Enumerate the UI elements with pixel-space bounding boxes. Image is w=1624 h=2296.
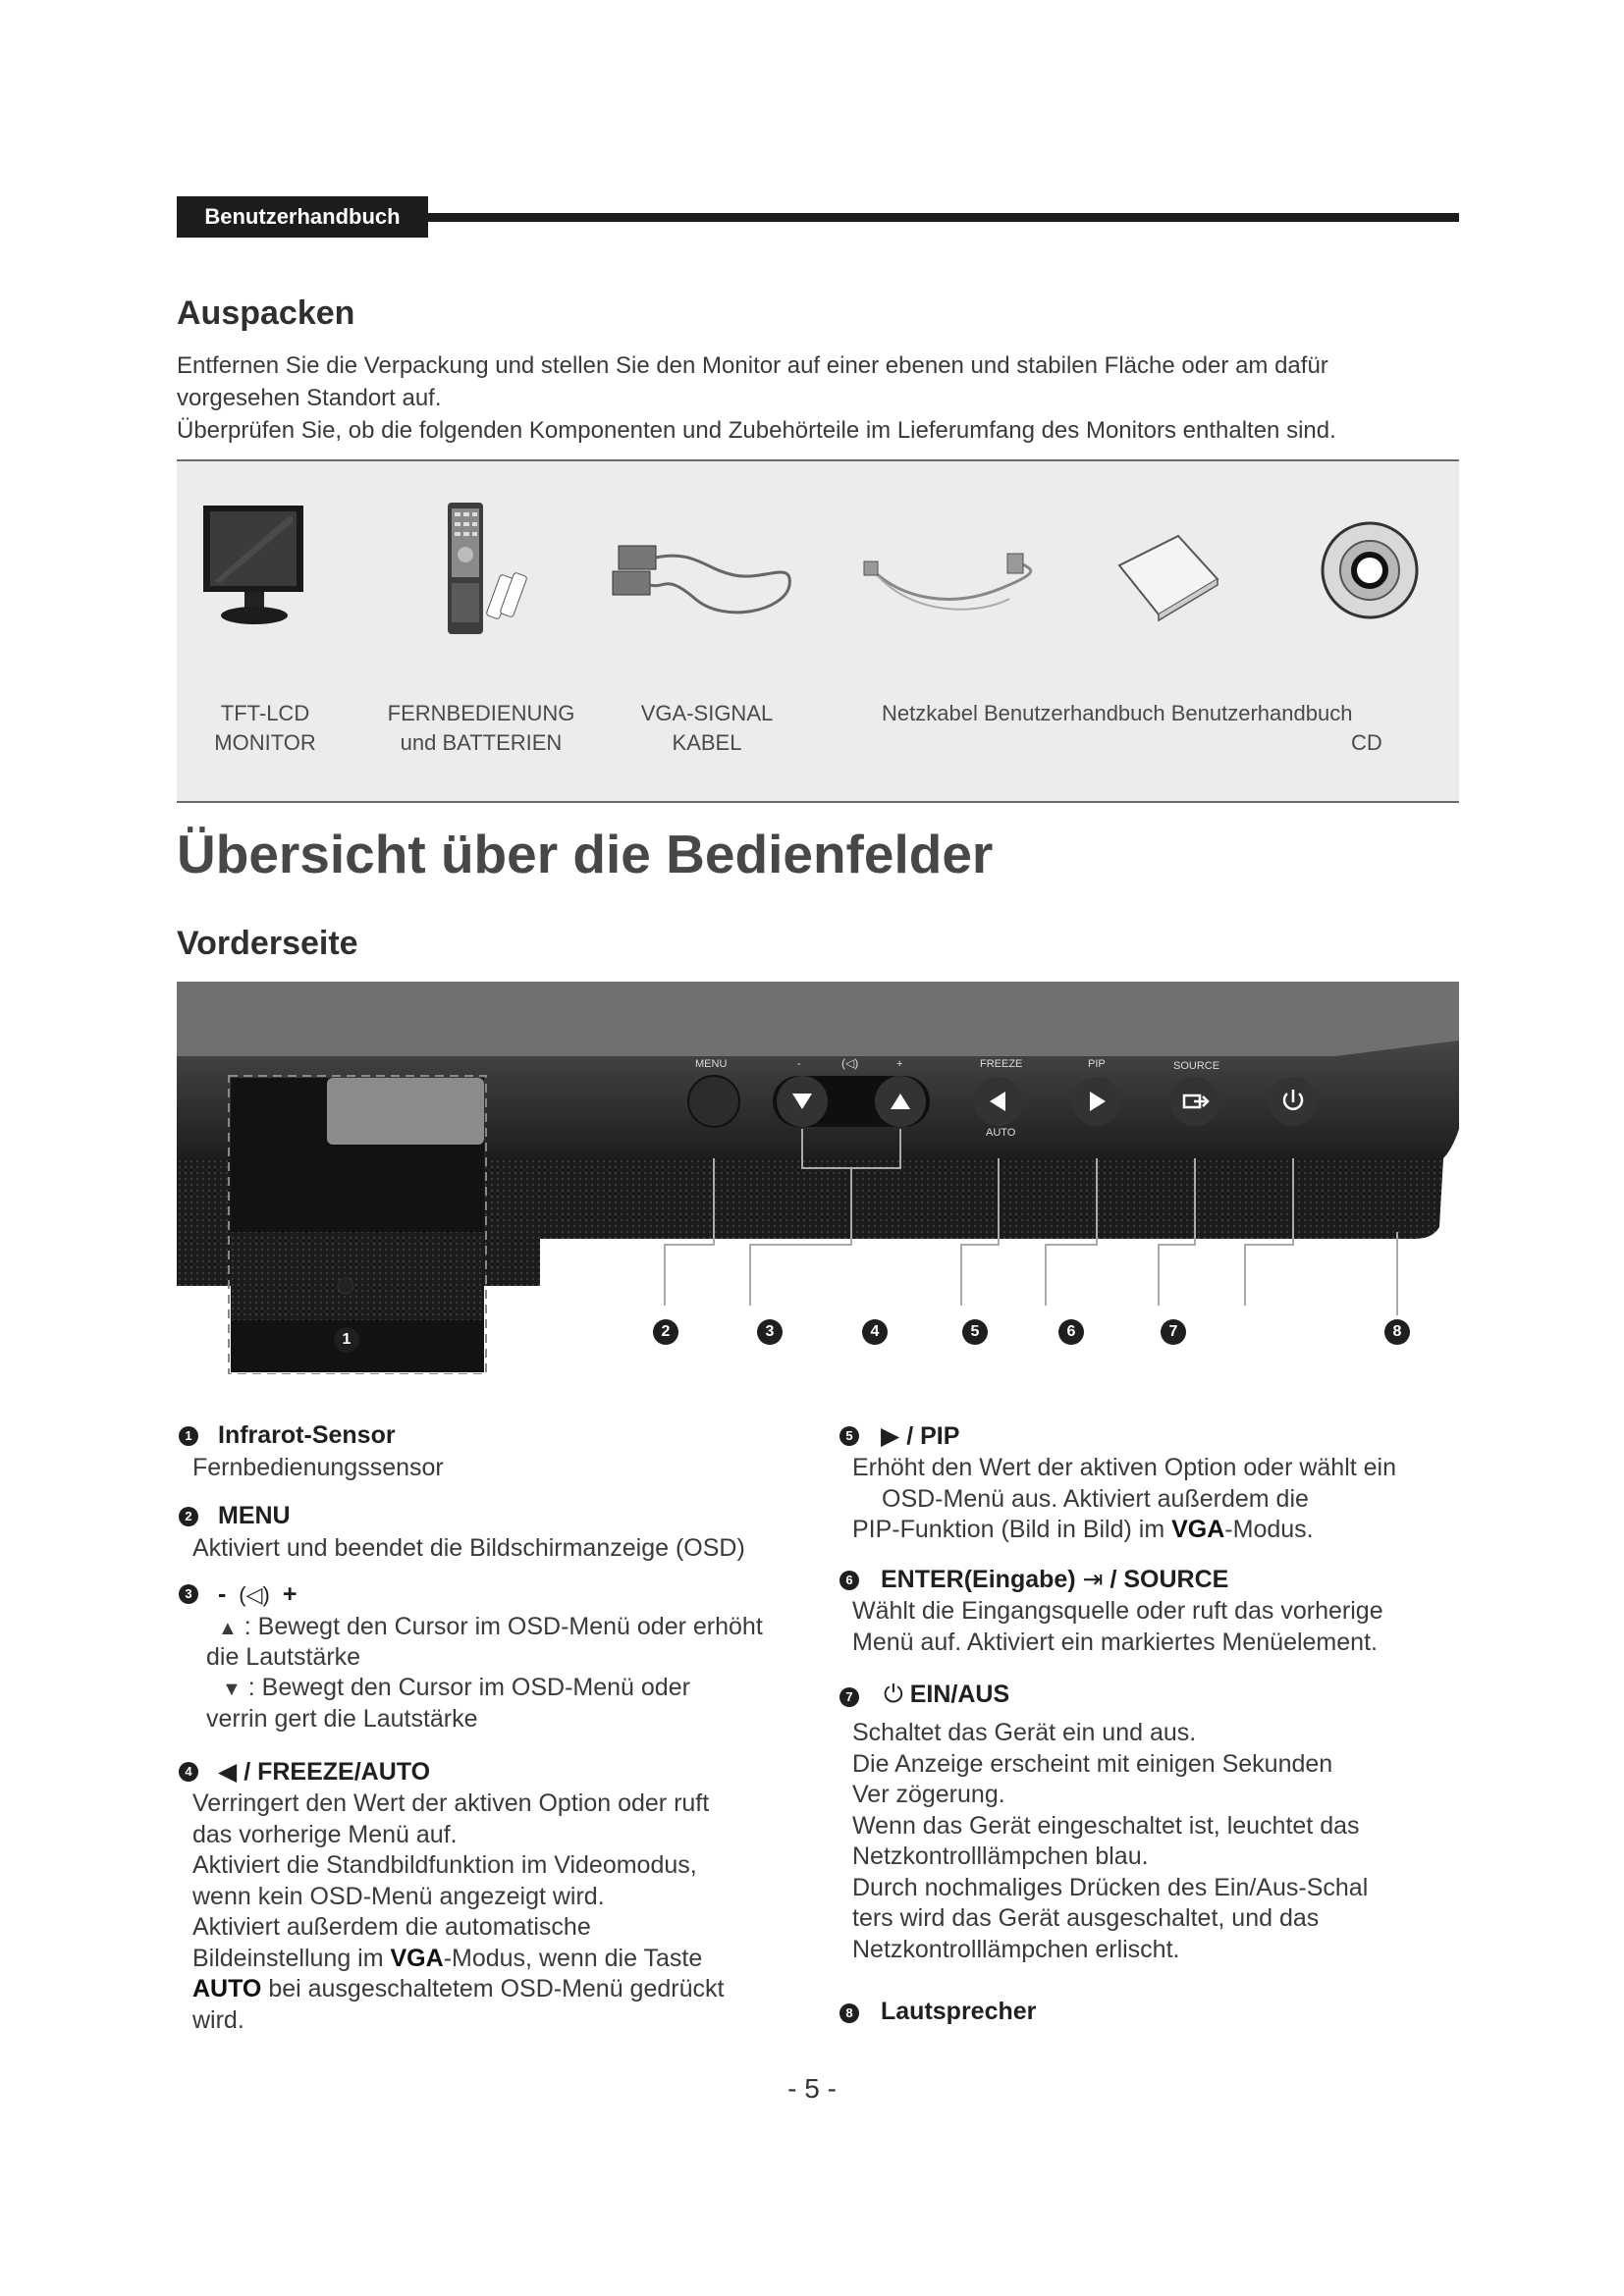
legend-bold: VGA	[390, 1944, 444, 1972]
remote-control-image	[428, 501, 536, 638]
overview-title: Übersicht über die Bedienfelder	[177, 824, 994, 884]
panel-label-source: SOURCE	[1173, 1060, 1220, 1072]
panel-label-minus: -	[797, 1058, 801, 1070]
front-subtitle: Vorderseite	[177, 925, 358, 962]
callout-8: 8	[1384, 1319, 1410, 1345]
legend-line: Verringert den Wert der aktiven Option oder ruft	[192, 1789, 710, 1817]
component-label-remote	[363, 699, 599, 758]
speaker-volume-icon: (◁)	[239, 1582, 270, 1607]
legend-text-5	[852, 1453, 1396, 1546]
legend-head-text: / SOURCE	[1110, 1566, 1229, 1593]
left-arrow-icon: ◀	[218, 1758, 238, 1786]
components-box	[177, 459, 1459, 803]
legend-num-3: 3	[179, 1584, 198, 1604]
unpack-line-3: Überprüfen Sie, ob die folgenden Komponenten und Zubehörteile im Lieferumfang des Monitors enthalten sind.	[177, 417, 1336, 444]
legend-fragment: Bildeinstellung im	[192, 1944, 391, 1972]
up-arrow-icon: ▲	[218, 1618, 238, 1639]
legend-head-8: Lautsprecher	[881, 1998, 1037, 2025]
minus-label: -	[218, 1580, 227, 1608]
legend-head-5	[881, 1421, 959, 1451]
legend-line: : Bewegt den Cursor im OSD-Menü oder erhöht	[244, 1613, 763, 1640]
legend-text-4	[192, 1789, 724, 2036]
legend-line: Erhöht den Wert der aktiven Option oder wählt ein	[852, 1454, 1397, 1481]
legend-line	[192, 1944, 724, 1975]
power-cable-image	[862, 540, 1039, 628]
legend-text-3-up2: die Lautstärke	[206, 1643, 361, 1671]
legend-line: Wählt die Eingangsquelle oder ruft das vorherige	[852, 1597, 1383, 1625]
legend-line: wenn kein OSD-Menü angezeigt wird.	[192, 1882, 605, 1910]
legend-head-text: / FREEZE/AUTO	[244, 1758, 431, 1786]
panel-label-freeze: FREEZE	[980, 1058, 1023, 1070]
legend-line: ters wird das Gerät ausgeschaltet, und das	[852, 1904, 1320, 1932]
header-rule	[428, 213, 1459, 222]
legend-text-2: Aktiviert und beendet die Bildschirmanzeige (OSD)	[192, 1534, 745, 1562]
manual-header-tag: Benutzerhandbuch	[177, 196, 428, 238]
legend-fragment: PIP-Funktion (Bild in Bild) im	[852, 1516, 1172, 1543]
legend-num-4: 4	[179, 1762, 198, 1782]
right-arrow-icon: ▶	[881, 1422, 900, 1450]
label-line: und BATTERIEN	[400, 730, 563, 755]
legend-line	[192, 1974, 724, 2005]
callout-7: 7	[1161, 1319, 1186, 1345]
legend-head-1: Infrarot-Sensor	[218, 1421, 396, 1449]
monitor-image	[200, 503, 308, 630]
unpack-title: Auspacken	[177, 294, 355, 332]
panel-label-plus: +	[896, 1058, 903, 1070]
legend-fragment: -Modus.	[1224, 1516, 1314, 1543]
callout-3: 3	[757, 1319, 783, 1345]
legend-line: Ver zögerung.	[852, 1781, 1005, 1808]
legend-num-5: 5	[839, 1426, 859, 1446]
legend-num-1: 1	[179, 1426, 198, 1446]
legend-line: Durch nochmaliges Drücken des Ein/Aus-Schal	[852, 1873, 1369, 1901]
legend-num-7: 7	[839, 1687, 859, 1707]
source-input-icon: ⇥	[1082, 1566, 1104, 1593]
component-label-row: Netzkabel Benutzerhandbuch Benutzerhandbuch	[882, 701, 1353, 725]
legend-line: Schaltet das Gerät ein und aus.	[852, 1719, 1197, 1746]
callout-4: 4	[862, 1319, 888, 1345]
front-panel-drawing	[177, 982, 1459, 1374]
legend-line	[852, 1515, 1396, 1546]
legend-line: das vorherige Menü auf.	[192, 1820, 458, 1848]
label-line: VGA-SIGNAL	[640, 701, 774, 725]
unpack-line-2: vorgesehen Standort auf.	[177, 385, 442, 411]
legend-text-3-up	[218, 1612, 763, 1645]
unpack-paragraph	[177, 349, 1336, 447]
plus-label: +	[282, 1580, 298, 1608]
legend-line: Aktiviert die Standbildfunktion im Videomodus,	[192, 1851, 697, 1879]
speaker-volume-icon: (◁)	[841, 1056, 859, 1070]
label-line: FERNBEDIENUNG	[387, 701, 575, 725]
legend-line: Die Anzeige erscheint mit einigen Sekunden	[852, 1749, 1333, 1778]
page-number: - 5 -	[787, 2073, 837, 2104]
legend-num-8: 8	[839, 2003, 859, 2023]
component-label-vga	[609, 699, 805, 758]
callout-2: 2	[653, 1319, 678, 1345]
legend-fragment: bei ausgeschaltetem OSD-Menü gedrückt	[261, 1975, 725, 2002]
legend-line: Netzkontrolllämpchen erlischt.	[852, 1935, 1180, 1963]
legend-text-6	[852, 1596, 1383, 1658]
legend-head-4	[218, 1757, 430, 1787]
legend-head-7	[884, 1681, 1009, 1709]
legend-fragment: -Modus, wenn die Taste	[443, 1944, 703, 1972]
legend-head-2: MENU	[218, 1502, 291, 1529]
label-line: MONITOR	[214, 730, 316, 755]
callout-6: 6	[1058, 1319, 1084, 1345]
legend-bold: VGA	[1171, 1516, 1225, 1543]
unpack-line-1: Entfernen Sie die Verpackung und stellen Sie den Monitor auf einer ebenen und stabilen Fläche oder am dafür	[177, 352, 1328, 379]
legend-line: Netzkontrolllämpchen blau.	[852, 1842, 1149, 1870]
legend-text-3-down	[222, 1673, 690, 1706]
front-panel-illustration	[177, 982, 1459, 1374]
callout-5: 5	[962, 1319, 988, 1345]
legend-line: Wenn das Gerät eingeschaltet ist, leuchtet das	[852, 1811, 1360, 1840]
legend-head-6	[881, 1565, 1228, 1594]
manual-booklet-image	[1110, 530, 1227, 628]
legend-line: Aktiviert außerdem die automatische	[192, 1913, 591, 1941]
panel-label-menu: MENU	[695, 1058, 728, 1070]
legend-num-6: 6	[839, 1571, 859, 1590]
panel-label-pip: PIP	[1088, 1058, 1106, 1070]
legend-num-2: 2	[179, 1507, 198, 1526]
legend-head-text: / PIP	[906, 1422, 960, 1450]
legend-head-text: EIN/AUS	[909, 1681, 1010, 1708]
cd-disc-image	[1316, 516, 1424, 624]
legend-head-3	[218, 1580, 297, 1609]
legend-line: : Bewegt den Cursor im OSD-Menü oder	[247, 1674, 690, 1701]
legend-text-1: Fernbedienungssensor	[192, 1454, 444, 1481]
callout-1: 1	[334, 1327, 359, 1353]
down-arrow-icon: ▼	[222, 1679, 242, 1700]
component-label-cd: CD	[1351, 730, 1382, 755]
legend-line: OSD-Menü aus. Aktiviert außerdem die	[882, 1484, 1309, 1513]
label-line: TFT-LCD	[220, 701, 310, 725]
component-label-monitor	[177, 699, 353, 758]
legend-text-7	[852, 1718, 1368, 1965]
panel-label-auto: AUTO	[986, 1127, 1016, 1139]
legend-text-3-down2: verrin gert die Lautstärke	[206, 1705, 478, 1733]
vga-cable-image	[607, 530, 803, 628]
label-line: KABEL	[672, 730, 742, 755]
legend-line: Menü auf. Aktiviert ein markiertes Menüelement.	[852, 1628, 1378, 1656]
legend-bold: AUTO	[192, 1975, 262, 2002]
power-icon: ⏻	[884, 1681, 903, 1708]
legend-head-text: ENTER(Eingabe)	[881, 1566, 1076, 1593]
legend-line: wird.	[192, 2005, 244, 2034]
